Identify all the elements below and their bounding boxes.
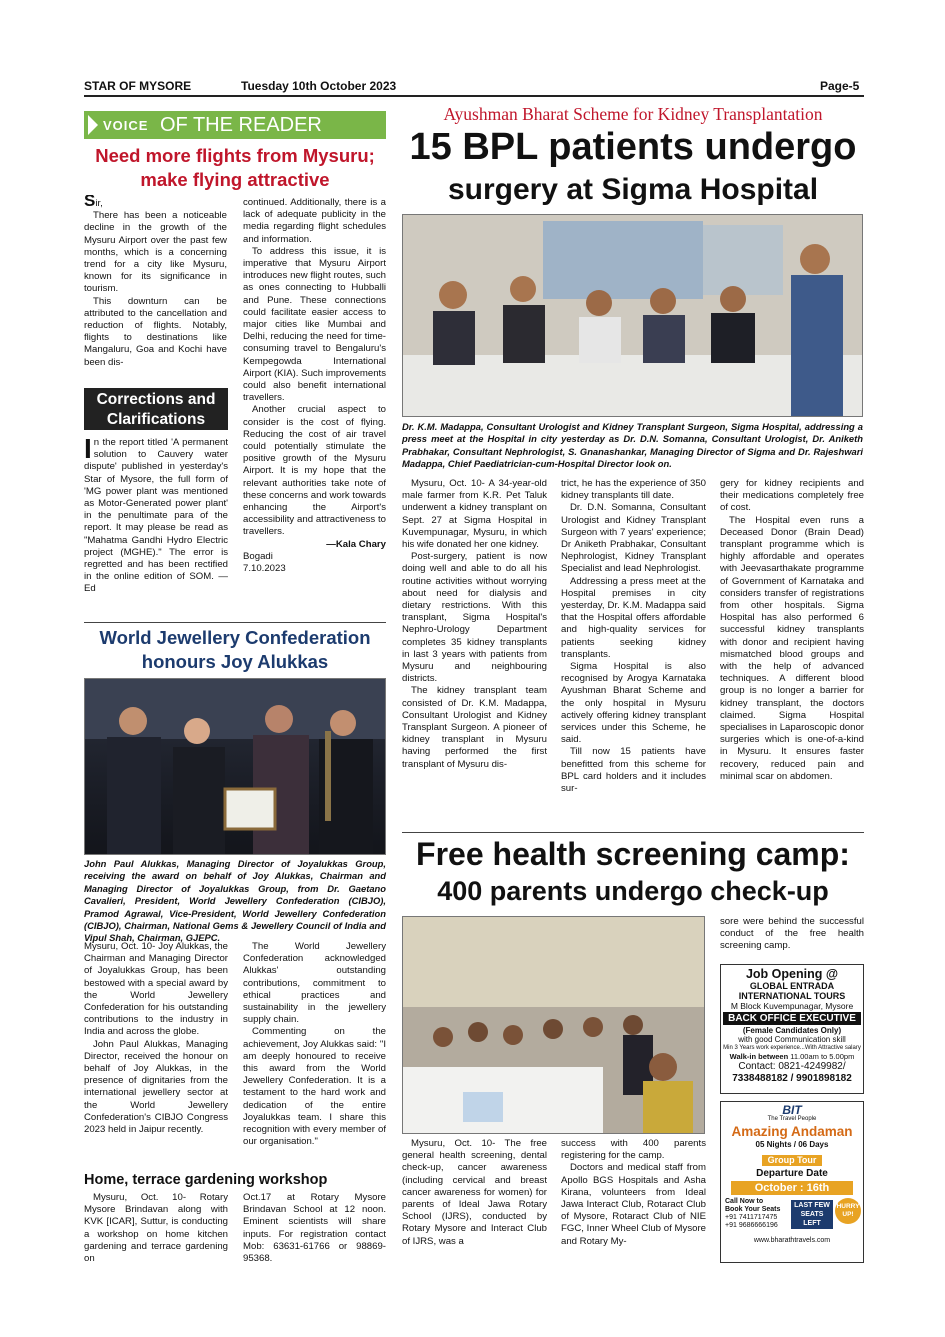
kidney-caption: Dr. K.M. Madappa, Consultant Urologist and Kidney Transplant Surgeon, Sigma Hospital, addressing a press meet at the Hospital in city yesterday as Dr. D.N. Somanna, Consultant Urologist, Dr. Aniketh Prabhakar, Consultant Nephrologist, S. Gnanashankar, Managing Director of Sigma and Dr. Rajeshwari Madappa, Chief Paediatrician-cum-Hospital Director look on. xyxy=(402,421,863,470)
travel-ad-contact-block xyxy=(725,1198,789,1230)
health-side xyxy=(720,916,864,956)
corrections-text: n the report titled 'A permanent solution to Cauvery water dispute' published in yesterday's Star of Mysore, the full form of 'MG power plant was mentioned as Motor-Generated power plant' in the penultimate para of the report. It may please be read as "Mahatma Gandhi Hydro Electric project (MGHE)." The error is regretted and has been rectified in the online edition of SOM. —Ed xyxy=(84,437,228,595)
masthead-paper: STAR OF MYSORE xyxy=(84,79,192,93)
garden-col1-p1: Mysuru, Oct. 10- Rotary Mysore Brindavan along with KVK [ICAR], Suttur, is conducting a workshop on home kitchen gardening and terrace gardening on xyxy=(84,1192,228,1264)
job-ad-contact: Contact: 0821-4249982/ xyxy=(738,1061,846,1072)
voice-label-b: OF THE READER xyxy=(160,114,322,136)
job-ad xyxy=(720,964,864,1094)
voice-signature: —Kala Chary xyxy=(326,538,386,550)
corrections-title xyxy=(84,388,228,430)
health-headline-l1: Free health screening camp: xyxy=(416,836,850,872)
job-ad-note3: Min 3 Years work experience...With Attractive salary xyxy=(723,1045,861,1051)
kidney-col2-p1: trict, he has the experience of 350 kidney transplants till date. xyxy=(561,478,706,502)
kidney-col1-p3: The kidney transplant team consisted of Dr. K.M. Madappa, Consultant Urologist and Kidney Transplant Surgeon. A pioneer of kidney transplant in Mysuru having performed the first transplant of Mysuru dis- xyxy=(402,685,547,770)
kidney-col2-p3: Addressing a press meet at the Hospital premises in city yesterday, Dr. K.M. Madappa said that the Hospital offers affordable and high-quality services for patients seeking kidney transplants. xyxy=(561,575,706,660)
voice-banner xyxy=(84,111,386,139)
travel-ad-bottom xyxy=(721,1196,863,1236)
travel-ad-phone2: +91 9686666196 xyxy=(725,1222,778,1229)
kidney-col2-p4: Sigma Hospital is also recognised by Arogya Karnataka Ayushman Bharat Scheme and the only hospital in Mysuru actively offering kidney transplant services under this Scheme, he said. xyxy=(561,661,706,746)
jewellery-headline-l1: World Jewellery Confederation xyxy=(99,627,371,648)
travel-ad-title: Amazing Andaman xyxy=(731,1124,853,1139)
voice-dropcap: S xyxy=(84,195,96,210)
kidney-kicker: Ayushman Bharat Scheme for Kidney Transplantation xyxy=(443,104,823,124)
job-ad-note1: (Female Candidates Only) xyxy=(742,1026,842,1035)
voice-sig-date: 7.10.2023 xyxy=(243,563,286,575)
voice-col1-p2: This downturn can be attributed to the cancellation and reduction of flights. Notably, flights to destinations like Mangaluru, Goa and Kochi have been dis- xyxy=(84,295,227,368)
health-photo-art xyxy=(403,917,705,1134)
travel-ad xyxy=(720,1101,864,1263)
travel-ad-hurry: HURRY UP! xyxy=(835,1198,861,1224)
garden-headline: Home, terrace gardening workshop xyxy=(84,1172,328,1188)
kidney-headline-l2: surgery at Sigma Hospital xyxy=(447,173,819,206)
jewellery-col2-p1: The World Jewellery Confederation acknowledged Alukkas' outstanding contributions, commitment to ethical practices and sustainability in the jewellery supply chain. xyxy=(243,941,386,1026)
kidney-col3-p1: gery for kidney recipients and their medications completely free of cost. xyxy=(720,478,864,514)
masthead-rule xyxy=(84,95,864,97)
job-ad-company: GLOBAL ENTRADA xyxy=(749,981,835,991)
kidney-col2-p5: Till now 15 patients have benefitted from this scheme for BPL card holders and it includes sur- xyxy=(561,746,706,795)
travel-ad-duration: 05 Nights / 06 Days xyxy=(755,1140,829,1149)
voice-place: Bogadi xyxy=(243,550,273,562)
voice-col1 xyxy=(84,195,227,377)
voice-col2 xyxy=(243,197,386,617)
kidney-photo xyxy=(402,214,863,417)
corrections-title-l2: Clarifications xyxy=(106,411,206,428)
garden-col2-p1: Oct.17 at Rotary Mysore Brindavan School at 12 noon. Eminent scientists will share inputs. For registration contact Mob: 63631-61766 or 98869-95368. xyxy=(243,1192,386,1264)
travel-ad-seats: LAST FEW SEATS LEFT xyxy=(791,1200,833,1229)
travel-ad-logo: BIT xyxy=(782,1103,802,1117)
job-ad-position: BACK OFFICE EXECUTIVE xyxy=(723,1012,861,1025)
jewellery-caption: John Paul Alukkas, Managing Director of Joyalukkas Group, receiving the award on behalf of Joy Alukkas, Chairman and Managing Director of Joyalukkas Group, from Dr. Gaetano Cavalieri, President, World Jewellery Confederation (CIBJO), Pramod Agrawal, Vice-President, World Jewellery Confederation (CIBJO), Chairman, National Gems & Jewellery Council of India and Vipul Shah, Chairman, GJEPC. xyxy=(84,858,386,944)
jewellery-photo xyxy=(84,678,386,855)
travel-ad-tour: Group Tour xyxy=(762,1155,823,1166)
travel-ad-departure: October : 16th xyxy=(731,1181,853,1195)
job-ad-phones: 7338488182 / 9901898182 xyxy=(732,1073,852,1084)
health-col1 xyxy=(402,1138,547,1268)
job-ad-timing: 11.00am to 5.00pm xyxy=(790,1052,855,1061)
voice-col2-p2: To address this issue, it is imperative that Mysuru Airport introduces new flight routes, such as ones connecting to Hubballi and Pune. These connections could facilitate easier access to major cities like Mumbai and Delhi, reducing the need for time-consuming travel to Bengaluru's Kempegowda International Airport (KIA). Such improvements could also benefit international travellers. xyxy=(243,245,386,404)
kidney-col3-p2: The Hospital even runs a Deceased Donor (Brain Dead) transplant programme which is highly affordable and operates with Jeevasarthakate programme of Government of Karnataka and considers transfer of registrations from other hospitals. Sigma Hospital has also performed 6 successful kidney transplants with donor and recipient having mismatched blood groups and with the help of advanced techniques. A different blood group is no longer a barrier for kidney transplant, the doctors claimed. Sigma Hospital specialises in Laparoscopic donor surgeries which is one-of-a-kind in Mysuru. It ensures faster recovery, reduced pain and minimal scar on abdomen. xyxy=(720,514,864,782)
kidney-photo-art xyxy=(403,215,863,417)
health-top-rule xyxy=(402,832,864,833)
kidney-headline-l1: 15 BPL patients undergo xyxy=(409,126,857,168)
jewellery-col1-p2: John Paul Alukkas, Managing Director, received the honour on behalf of Joy Alukkas, in the presence of dignitaries from the international jewellery sector at the World Jewellery Confederation's CIBJO Congress 2023 held in Jaipur recently. xyxy=(84,1038,228,1136)
health-side-p1: sore were behind the successful conduct of the free health screening camp. xyxy=(720,916,864,952)
garden-col2 xyxy=(243,1192,386,1264)
health-photo xyxy=(402,916,705,1134)
voice-col2-p1: continued. Additionally, there is a lack of adequate publicity in the media regarding flight schedules and information. xyxy=(243,197,386,245)
kidney-col2 xyxy=(561,478,706,828)
health-col2-p1: success with 400 parents registering for the camp. xyxy=(561,1138,706,1162)
jewellery-headline xyxy=(82,626,388,674)
masthead-date: Tuesday 10th October 2023 xyxy=(241,79,397,93)
corrections-body xyxy=(84,437,228,617)
kidney-col1 xyxy=(402,478,547,828)
job-ad-company2: INTERNATIONAL TOURS xyxy=(738,991,846,1001)
job-ad-note2: with good Communication skill xyxy=(738,1035,846,1044)
corrections-dropcap: I xyxy=(84,437,92,464)
jewellery-top-rule xyxy=(84,622,386,623)
masthead-page: Page-5 xyxy=(820,79,860,93)
health-col2-p2: Doctors and medical staff from Apollo BGS Hospitals and Asha Kirana, volunteers from Ideal Jawa Interact Club, Rotaract Club of Mysore, Rotaract Club of NIE FGC, Inner Wheel Club of Mysore and Rotary My- xyxy=(561,1162,706,1247)
job-ad-walkin-line xyxy=(721,1052,863,1061)
travel-ad-departure-label: Departure Date xyxy=(756,1168,828,1179)
voice-headline-l1: Need more flights from Mysuru; xyxy=(95,145,375,166)
travel-ad-website: www.bharathtravels.com xyxy=(753,1237,831,1244)
kidney-col1-p1: Mysuru, Oct. 10- A 34-year-old male farmer from K.R. Pet Taluk underwent a kidney transplant on Sept. 27 at Sigma Hospital in Kuvempunagar, Mysuru, in which his wife donated her one kidney. xyxy=(402,478,547,551)
jewellery-headline-l2: honours Joy Alukkas xyxy=(141,651,329,672)
jewellery-col1 xyxy=(84,941,228,1166)
voice-salutation: ir, xyxy=(95,198,103,209)
jewellery-col1-p1: Mysuru, Oct. 10- Joy Alukkas, the Chairman and Managing Director of Joyalukkas Group, has been bestowed with a special award by the World Jewellery Confederation for his outstanding contributions to the industry in India and across the globe. xyxy=(84,941,228,1038)
jewellery-photo-art xyxy=(85,679,386,855)
voice-label-a: VOICE xyxy=(103,118,149,133)
job-ad-address: M Block Kuvempunagar, Mysore xyxy=(730,1001,854,1011)
voice-headline xyxy=(82,144,388,192)
travel-ad-phone1: +91 7411717475 xyxy=(725,1214,778,1221)
kidney-col2-p2: Dr. D.N. Somanna, Consultant Urologist and Kidney Transplant Surgeon with 7 years' experience; Dr Aniketh Prabhakar, Consultant Nephrologist, Kidney Transplant Specialist and lead Nephrologist. xyxy=(561,502,706,575)
health-col1-p1: Mysuru, Oct. 10- The free general health screening, dental check-up, cancer awareness (including cervical and breast cancer awareness for women) for parents of Ideal Jawa Rotary School (IJRS), conducted by Rotary Mysore and Interact Club of IJRS, was a xyxy=(402,1138,547,1247)
travel-ad-book: Book Your Seats xyxy=(725,1206,781,1213)
health-headline-l2: 400 parents undergo check-up xyxy=(437,876,829,906)
voice-icon xyxy=(88,115,98,135)
travel-ad-tagline: The Travel People xyxy=(767,1116,817,1122)
jewellery-col2-p2: Commenting on the achievement, Joy Alukkas said: "I am deeply honoured to receive this award from the World Jewellery Confederation. It is a testament to the hard work and dedication of the entire Joyalukkas team. I share this recognition with every member of our organisation." xyxy=(243,1026,386,1148)
job-ad-title: Job Opening @ xyxy=(745,967,839,981)
job-ad-walkin: Walk-in between xyxy=(729,1052,789,1061)
voice-col1-p1: There has been a noticeable decline in the growth of the Mysuru Airport over the past few months, which is a concerning trend for a city like Mysuru, known for its significance in tourism. xyxy=(84,210,227,295)
health-col2 xyxy=(561,1138,706,1268)
corrections-title-l1: Corrections and xyxy=(96,391,216,408)
kidney-col3 xyxy=(720,478,864,828)
voice-headline-l2: make flying attractive xyxy=(140,169,330,190)
jewellery-col2 xyxy=(243,941,386,1166)
travel-ad-call: Call Now to xyxy=(725,1198,764,1205)
voice-col2-p3: Another crucial aspect to consider is the cost of flying. Reducing the cost of air travel could potentially stimulate the positive growth of the Mysuru Airport. It is my hope that the relevant authorities take note of these concerns and work towards enhancing the Airport's accessibility and attractiveness to travellers. xyxy=(243,404,386,538)
kidney-col1-p2: Post-surgery, patient is now doing well and able to do all his routine activities without worrying about need for dialysis and dietary restrictions. With this transplant, Sigma Hospital's Nephro-Urology Department completes 35 kidney transplants in last 3 years with patients from Mysuru and neighbouring districts. xyxy=(402,551,547,685)
garden-col1 xyxy=(84,1192,228,1264)
